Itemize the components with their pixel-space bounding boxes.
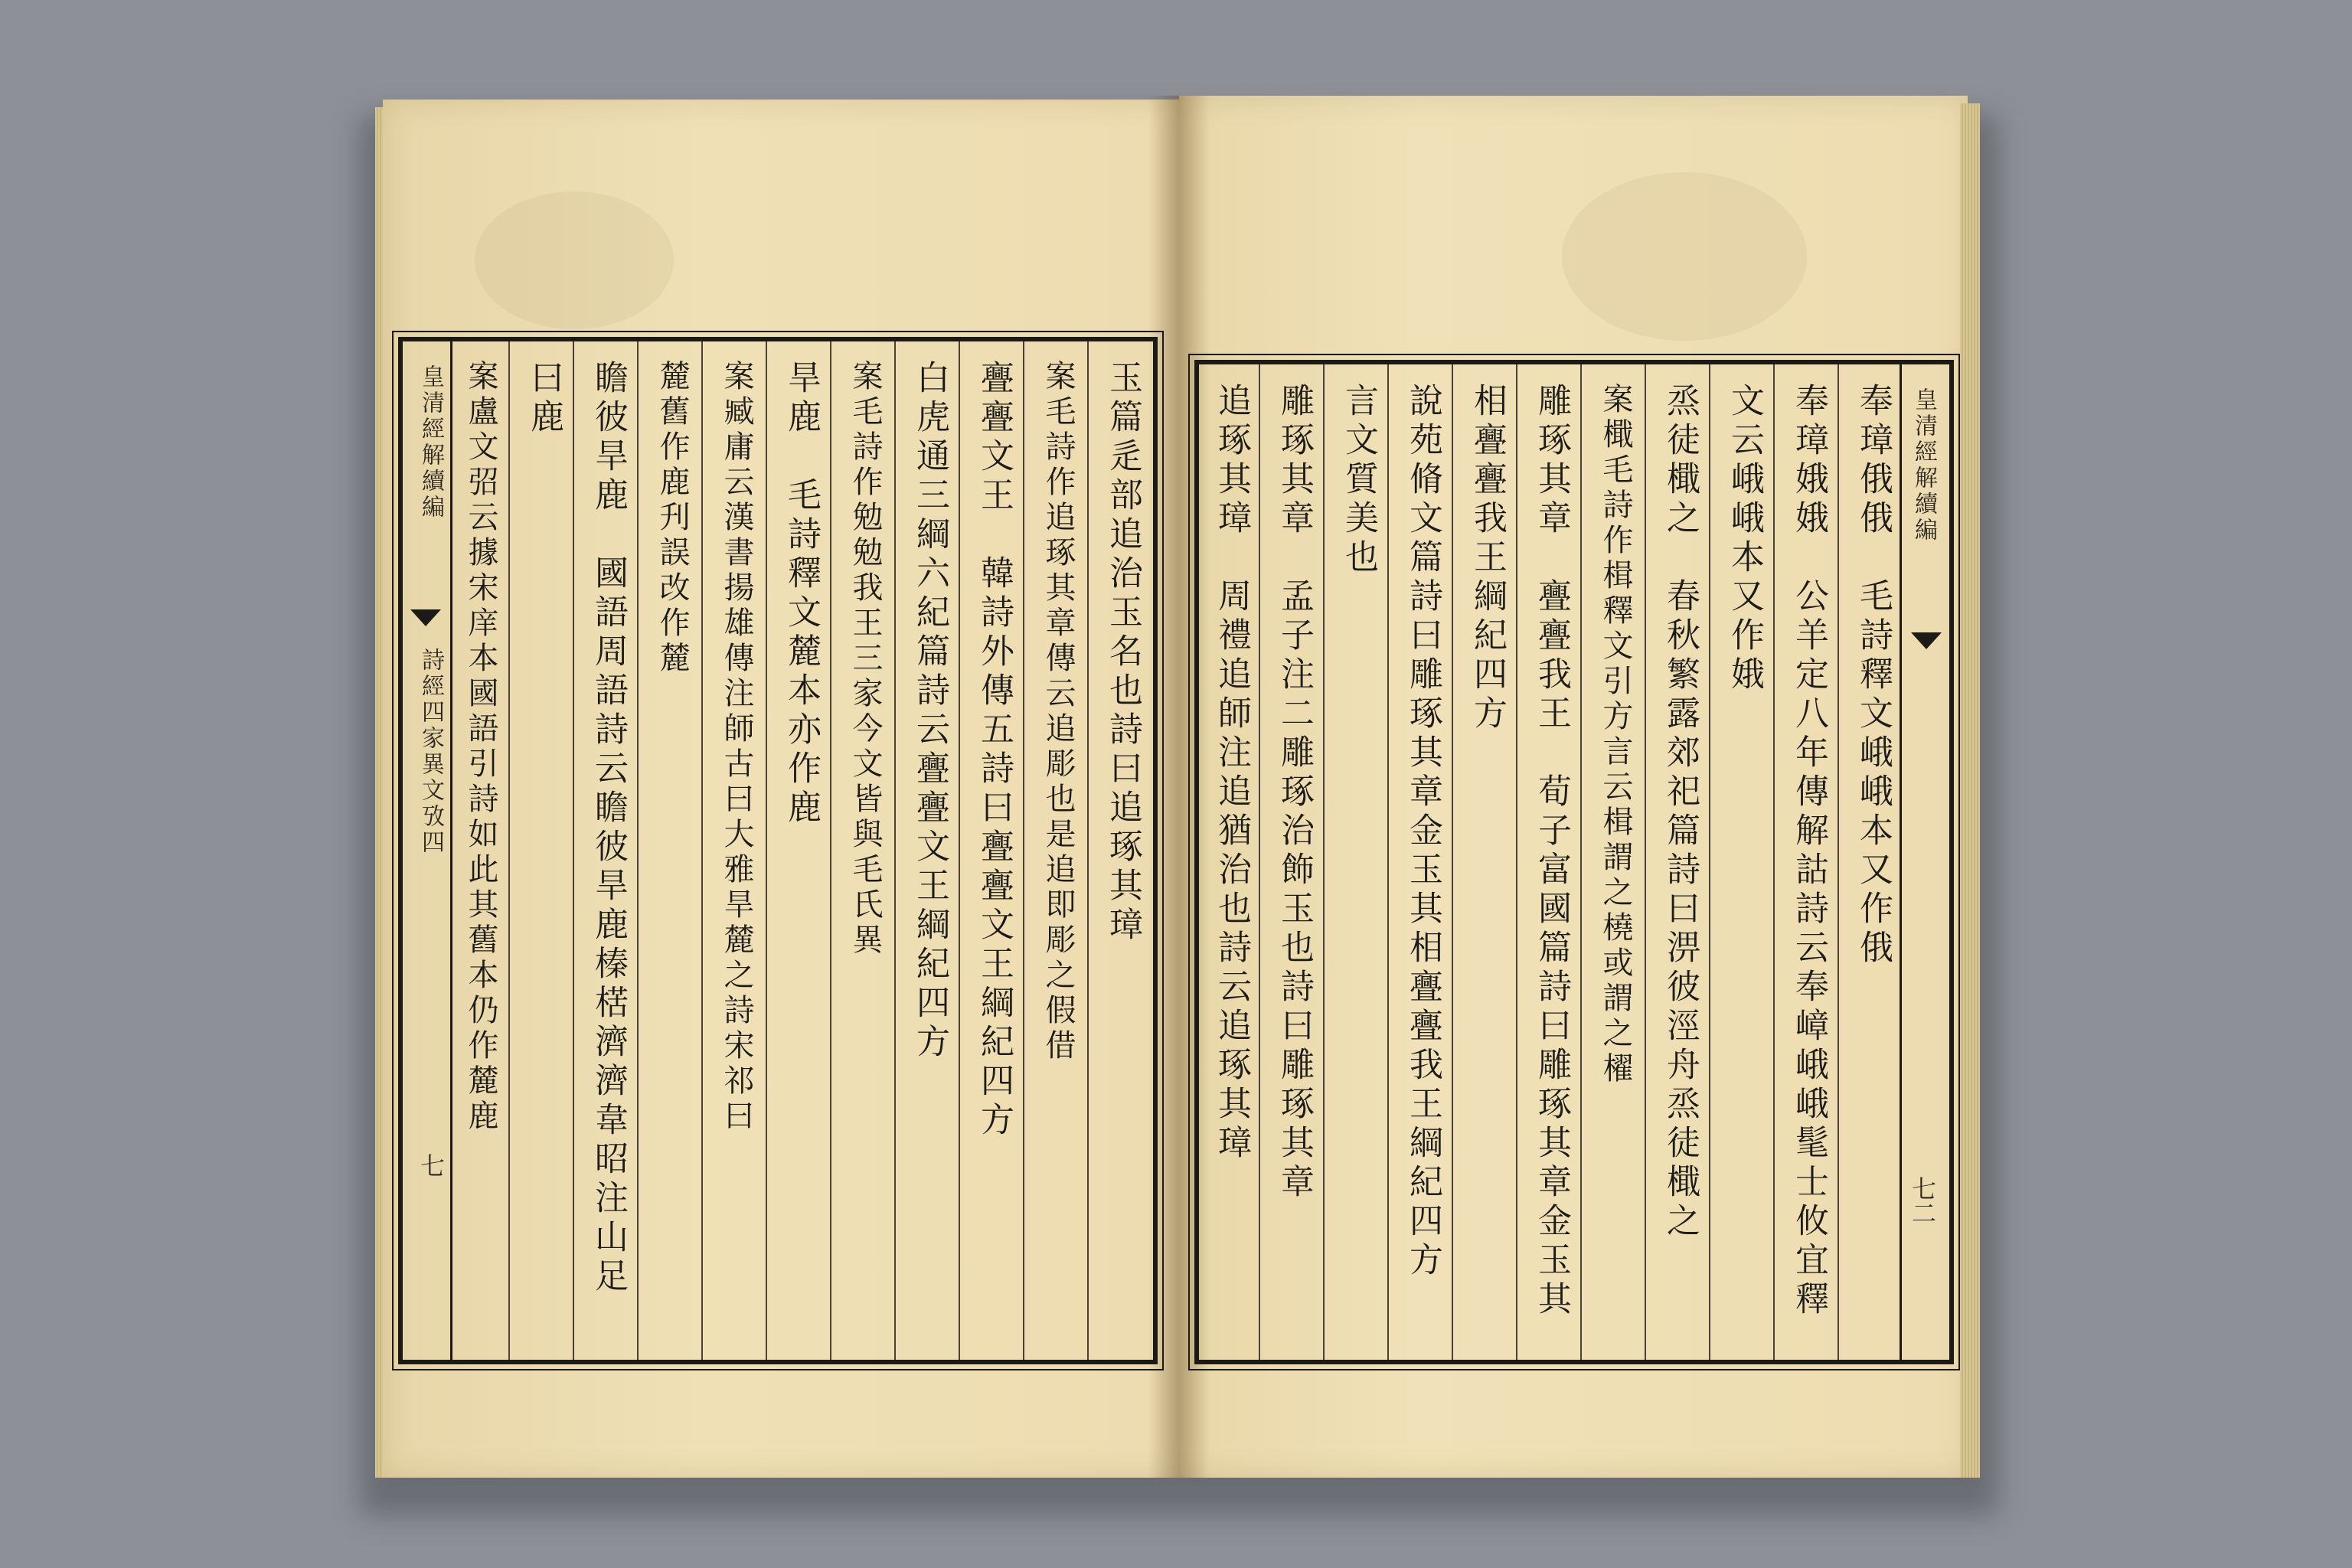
- right-column-10: 雕琢其章 孟子注二雕琢治飾玉也詩曰雕琢其章: [1275, 383, 1314, 1203]
- right-page-edges: [1960, 103, 1980, 1478]
- fish-tail-mark: [1911, 632, 1942, 649]
- left-text-frame: [398, 337, 1158, 1364]
- right-margin-title-text: 皇清經解續編: [1910, 387, 1937, 544]
- left-column-3: 亹亹文王 韓詩外傳五詩曰亹亹文王綱紀四方: [975, 360, 1014, 1141]
- right-folio: 七二: [1908, 1176, 1937, 1225]
- left-margin-title: [403, 341, 452, 1360]
- left-column-1: 玉篇辵部追治玉名也詩曰追琢其璋: [1103, 360, 1142, 946]
- left-column-2: 案毛詩作追琢其章傳云追彫也是追即彫之假借: [1040, 360, 1076, 1064]
- right-column-11: 追琢其璋 周禮追師注追猶治也詩云追琢其璋: [1212, 383, 1251, 1164]
- left-folio: 七: [416, 1153, 446, 1178]
- left-column-6: 旱鹿 毛詩釋文麓本亦作鹿: [782, 360, 821, 828]
- right-column-1: 奉璋俄俄 毛詩釋文峨峨本又作俄: [1854, 383, 1893, 969]
- right-column-4: 烝徒檝之 春秋繁露郊祀篇詩曰淠彼涇舟烝徒檝之: [1661, 383, 1700, 1242]
- fish-tail-mark: [410, 609, 441, 626]
- left-column-10: 曰鹿: [524, 360, 564, 438]
- right-column-8: 說苑脩文篇詩曰雕琢其章金玉其相亹亹我王綱紀四方: [1403, 383, 1442, 1281]
- left-column-8: 麓舊作鹿刋誤改作麓: [655, 360, 690, 677]
- left-column-7: 案臧庸云漢書揚雄傳注師古曰大雅旱麓之詩宋祁曰: [719, 360, 754, 1135]
- right-column-9: 言文質美也: [1339, 383, 1378, 578]
- left-column-9: 瞻彼旱鹿 國語周語詩云瞻彼旱鹿榛楛濟濟韋昭注山足: [589, 360, 628, 1297]
- right-column-7: 相亹亹我王綱紀四方: [1468, 383, 1507, 734]
- right-margin-title: [1900, 364, 1949, 1360]
- left-column-11: 案盧文弨云據宋庠本國語引詩如此其舊本仍作麓鹿: [463, 360, 498, 1135]
- right-text-frame: [1194, 360, 1954, 1364]
- right-column-3: 文云峨峨本又作娥: [1725, 383, 1764, 695]
- left-margin-subtitle: 詩經四家異文攷四: [417, 648, 444, 856]
- right-column-6: 雕琢其章 亹亹我王 荀子富國篇詩曰雕琢其章金玉其: [1532, 383, 1571, 1320]
- left-column-5: 案毛詩作勉勉我王三家今文皆與毛氏異: [848, 360, 883, 959]
- left-column-4: 白虎通三綱六紀篇詩云亹亹文王綱紀四方: [910, 360, 949, 1063]
- left-margin-title-text: 皇清經解續編: [417, 364, 444, 521]
- right-column-2: 奉璋娥娥 公羊定八年傳解詁詩云奉嶂峨峨髦士攸宜釋: [1789, 383, 1828, 1320]
- right-column-5: 案檝毛詩作楫釋文引方言云楫謂之橈或謂之櫂: [1598, 383, 1633, 1087]
